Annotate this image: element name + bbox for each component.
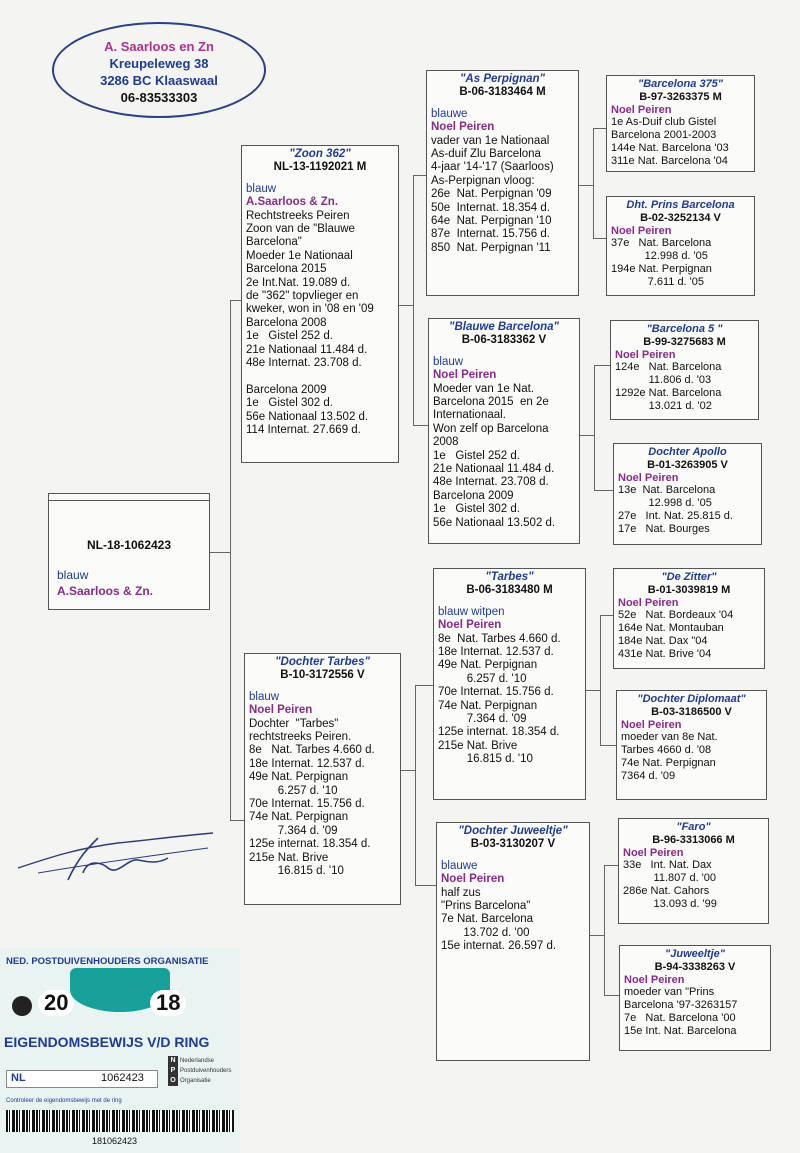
pedigree-line: de "362" topvlieger en — [246, 290, 359, 303]
connector-line — [210, 552, 230, 553]
connector-line — [594, 365, 610, 366]
pedigree-line: 56e Nationaal 13.502 d. — [246, 410, 369, 423]
sire-dam-sire-box — [610, 320, 759, 420]
pedigree-line: Zoon van de "Blauwe — [246, 223, 355, 236]
dam-sire-dam-box — [616, 690, 767, 800]
dam-dam-dam-box — [619, 945, 771, 1051]
stamp-line-city: 3286 BC Klaaswaal — [100, 73, 218, 88]
sire-box — [241, 145, 399, 463]
pedigree-line: 125e internat. 18.354 d. — [438, 726, 560, 739]
pigeon-color: blauw — [249, 690, 280, 703]
pedigree-line: As-Perpignan vloog: — [431, 174, 535, 187]
pedigree-line: 74e Nat. Perpignan — [249, 811, 349, 824]
pedigree-line: 124e Nat. Barcelona — [615, 361, 722, 374]
pigeon-owner: Noel Peiren — [249, 704, 313, 717]
pigeon-ring: B-06-3183464 M — [459, 86, 546, 99]
pedigree-line: 7.611 d. '05 — [611, 275, 705, 288]
pigeon-color: blauwe — [441, 859, 478, 872]
dam-sire-sire-box — [613, 568, 765, 669]
subject-pigeon-box — [48, 493, 210, 610]
pedigree-line: 27e Int. Nat. 25.815 d. — [618, 509, 733, 522]
pedigree-line: 4-jaar '14-'17 (Saarloos) — [431, 161, 554, 174]
pedigree-line: 194e Nat. Perpignan — [611, 262, 712, 275]
pigeon-name: "Blauwe Barcelona" — [449, 321, 559, 333]
pigeon-ring: B-10-3172556 V — [280, 669, 365, 682]
pigeon-owner: Noel Peiren — [611, 103, 672, 116]
connector-line — [590, 935, 604, 936]
pedigree-line: Barcelona 2015 en 2e — [433, 396, 549, 409]
pedigree-line: 70e Internat. 15.756 d. — [249, 798, 365, 811]
pedigree-line — [246, 371, 394, 384]
sire-dam-box — [428, 318, 580, 544]
subject-top-rule — [49, 500, 209, 501]
connector-line — [415, 885, 436, 886]
card-note: Controleer de eigendomsbewijs met de ring — [6, 1098, 122, 1104]
pedigree-line: 12.998 d. '05 — [611, 250, 708, 263]
pedigree-line: 64e Nat. Perpignan '10 — [431, 215, 552, 228]
pigeon-owner: Noel Peiren — [611, 224, 672, 237]
legend-text: Organisatie — [180, 1078, 211, 1084]
pedigree-line: 7e Nat. Barcelona — [441, 913, 534, 926]
pedigree-line: 215e Nat. Brive — [249, 851, 329, 864]
pedigree-line: 50e Internat. 18.354 d. — [431, 201, 550, 214]
pedigree-line: 37e Nat. Barcelona — [611, 237, 712, 250]
card-ring-field — [6, 1070, 158, 1088]
pedigree-line: 850 Nat. Perpignan '11 — [431, 241, 551, 254]
pedigree-line: Barcelona 2001-2003 — [611, 129, 717, 142]
pedigree-line: 13.021 d. '02 — [615, 399, 712, 412]
pedigree-line: 49e Nat. Perpignan — [249, 771, 349, 784]
legend-letter: N — [168, 1056, 178, 1066]
card-country: NL — [11, 1072, 26, 1084]
pedigree-line: "Prins Barcelona" — [441, 900, 531, 913]
pedigree-line: Tarbes 4660 d. '08 — [621, 744, 712, 757]
legend-text: Nederlandse — [180, 1058, 215, 1064]
pedigree-line: 74e Nat. Perpignan — [621, 756, 716, 769]
pedigree-line: Internationaal. — [433, 409, 506, 422]
pedigree-line: 13e Nat. Barcelona — [618, 484, 716, 497]
pedigree-line: 49e Nat. Perpignan — [438, 659, 538, 672]
pedigree-line: 70e Internat. 15.756 d. — [438, 686, 554, 699]
connector-line — [401, 770, 415, 771]
connector-line — [600, 615, 601, 745]
pigeon-name: "Tarbes" — [485, 571, 534, 583]
pigeon-ring: B-02-3252134 V — [640, 211, 721, 224]
pigeon-name: "Dochter Tarbes" — [275, 656, 370, 668]
pedigree-line: 18e Internat. 12.537 d. — [438, 646, 554, 659]
pigeon-color: blauwe — [431, 107, 468, 120]
pigeon-color: blauw witpen — [438, 605, 505, 618]
connector-line — [600, 615, 613, 616]
dam-sire-box — [433, 568, 586, 800]
card-ring-number: 1062423 — [101, 1072, 144, 1084]
pigeon-owner: Noel Peiren — [431, 121, 495, 134]
pedigree-line: 15e internat. 26.597 d. — [441, 940, 557, 953]
pigeon-ring: B-99-3275683 M — [643, 335, 726, 348]
pedigree-line: Won zelf op Barcelona — [433, 422, 549, 435]
stamp-line-name: A. Saarloos en Zn — [104, 39, 214, 54]
connector-line — [593, 128, 606, 129]
connector-line — [594, 490, 613, 491]
pedigree-line: 1e Gistel 302 d. — [246, 397, 333, 410]
pigeon-color: blauw — [246, 182, 277, 195]
pedigree-line: 11.806 d. '03 — [615, 374, 712, 387]
connector-line — [413, 175, 426, 176]
sire-sire-sire-box — [606, 75, 755, 172]
pedigree-line: 12.998 d. '05 — [618, 497, 712, 510]
pedigree-line: 125e internat. 18.354 d. — [249, 838, 371, 851]
pedigree-line: vader van 1e Nationaal — [431, 134, 550, 147]
pedigree-line: 184e Nat. Dax "04 — [618, 634, 708, 647]
subject-color: blauw — [57, 568, 89, 582]
dam-dam-sire-box — [618, 818, 769, 924]
pigeon-owner: A.Saarloos & Zn. — [246, 196, 339, 209]
pigeon-name: Dht. Prins Barcelona — [626, 199, 735, 211]
sire-sire-dam-box — [606, 196, 755, 296]
connector-line — [594, 365, 595, 490]
legend-text: Postduivenhouders — [180, 1068, 232, 1074]
pigeon-ring: B-01-3039819 M — [647, 583, 731, 596]
pigeon-name: "Barcelona 5 " — [646, 323, 723, 335]
handwritten-signature — [8, 818, 218, 898]
connector-line — [604, 995, 619, 996]
pedigree-line: 52e Nat. Bordeaux '04 — [618, 609, 734, 622]
barcode-number: 181062423 — [92, 1136, 138, 1146]
owner-stamp — [52, 22, 266, 118]
pigeon-ring: B-01-3263905 V — [647, 458, 728, 471]
stamp-line-street: Kreupeleweg 38 — [109, 56, 209, 71]
subject-ring: NL-18-1062423 — [86, 538, 172, 552]
sire-dam-dam-box — [613, 443, 762, 545]
pedigree-line: 21e Nationaal 11.484 d. — [433, 463, 555, 476]
connector-line — [604, 865, 605, 995]
pedigree-line: 16.815 d. '10 — [438, 753, 533, 766]
pedigree-line: moeder van 8e Nat. — [621, 731, 718, 744]
pedigree-line: half zus — [441, 886, 481, 899]
pedigree-line: As-duif Zlu Barcelona — [431, 148, 541, 161]
pedigree-line: kweker, won in '08 en '09 — [246, 303, 374, 316]
pigeon-ring: B-96-3313066 M — [652, 833, 735, 846]
pigeon-ring: B-03-3130207 V — [470, 838, 556, 851]
connector-line — [415, 685, 433, 686]
sire-sire-box — [426, 70, 579, 296]
pedigree-line: Moeder 1e Nationaal — [246, 249, 353, 262]
barcode — [6, 1110, 234, 1132]
connector-line — [600, 745, 616, 746]
subject-owner: A.Saarloos & Zn. — [57, 584, 154, 598]
pedigree-line: Dochter "Tarbes" — [249, 717, 339, 730]
pedigree-line: 2008 — [433, 436, 459, 449]
card-legend — [168, 1056, 231, 1086]
pigeon-name: "As Perpignan" — [459, 73, 546, 85]
stamp-line-phone: 06-83533303 — [120, 90, 198, 105]
pedigree-line: 215e Nat. Brive — [438, 739, 518, 752]
hologram-dot-icon — [12, 996, 32, 1016]
pigeon-owner: Noel Peiren — [623, 846, 684, 859]
connector-line — [230, 300, 241, 301]
pigeon-ring: B-06-3183480 M — [466, 584, 553, 597]
pigeon-name: Dochter Apollo — [648, 446, 727, 458]
pigeon-name: "Dochter Diplomaat" — [637, 693, 746, 705]
pedigree-line: 6.257 d. '10 — [249, 784, 338, 797]
pigeon-owner: Noel Peiren — [618, 596, 679, 609]
pedigree-line: 7.364 d. '09 — [438, 713, 527, 726]
pedigree-line: 7364 d. '09 — [621, 769, 676, 782]
pedigree-line: 87e Internat. 15.756 d. — [431, 228, 550, 241]
connector-line — [593, 128, 594, 238]
connector-line — [586, 690, 600, 691]
pedigree-line: 13.702 d. '00 — [441, 926, 530, 939]
connector-line — [413, 425, 428, 426]
pedigree-line: 2e Int.Nat. 19.089 d. — [246, 276, 351, 289]
pigeon-ring: B-97-3263375 M — [639, 90, 722, 103]
connector-line — [580, 435, 594, 436]
pedigree-line: Barcelona '97-3263157 — [624, 999, 738, 1012]
pedigree-line: 164e Nat. Montauban — [618, 622, 724, 635]
legend-letter: O — [168, 1076, 178, 1086]
pigeon-name: "De Zitter" — [661, 571, 717, 583]
pedigree-line: 33e Int. Nat. Dax — [623, 859, 712, 872]
dam-dam-box — [436, 822, 590, 1061]
card-organisation: NED. POSTDUIVENHOUDERS ORGANISATIE — [6, 956, 209, 967]
pedigree-line: 11.807 d. '00 — [623, 872, 717, 885]
pigeon-name: "Zoon 362" — [289, 148, 351, 160]
pedigree-line: Barcelona 2008 — [246, 316, 327, 329]
pedigree-line: 26e Nat. Perpignan '09 — [431, 188, 552, 201]
pedigree-line: 74e Nat. Perpignan — [438, 699, 538, 712]
pedigree-line: 6.257 d. '10 — [438, 672, 527, 685]
pedigree-line: Barcelona 2009 — [246, 383, 327, 396]
dam-box — [244, 653, 401, 905]
pedigree-line: 48e Internat. 23.708 d. — [246, 357, 362, 370]
pedigree-line: 311e Nat. Barcelona '04 — [611, 154, 728, 167]
card-title: EIGENDOMSBEWIJS V/D RING — [4, 1034, 210, 1050]
pigeon-name: "Juweeltje" — [665, 948, 725, 960]
pigeon-owner: Noel Peiren — [615, 348, 676, 361]
pigeon-owner: Noel Peiren — [624, 973, 685, 986]
connector-line — [415, 685, 416, 885]
pedigree-line: 8e Nat. Tarbes 4.660 d. — [438, 632, 561, 645]
pigeon-ring: B-06-3183362 V — [461, 334, 547, 347]
pedigree-line: 21e Nationaal 11.484 d. — [246, 343, 368, 356]
pigeon-ring: B-03-3186500 V — [651, 705, 732, 718]
pigeon-owner: Noel Peiren — [438, 619, 502, 632]
pedigree-line: 13.093 d. '99 — [623, 897, 717, 910]
pedigree-line: 18e Internat. 12.537 d. — [249, 757, 365, 770]
pedigree-line: 1e Gistel 252 d. — [433, 449, 520, 462]
pigeon-owner: Noel Peiren — [433, 369, 497, 382]
pigeon-color: blauw — [433, 355, 464, 368]
pedigree-line: Rechtstreeks Peiren — [246, 209, 350, 222]
pigeon-ring: B-94-3338263 V — [654, 960, 736, 973]
pedigree-line: 17e Nat. Bourges — [618, 522, 710, 535]
pedigree-line: 7.364 d. '09 — [249, 824, 338, 837]
pedigree-line: rechtstreeks Peiren. — [249, 731, 352, 744]
pedigree-line: 7e Nat. Barcelona '00 — [624, 1011, 736, 1024]
legend-letter: P — [168, 1066, 178, 1076]
connector-line — [579, 185, 593, 186]
pigeon-ring: NL-13-1192021 M — [273, 161, 367, 174]
connector-line — [413, 175, 414, 425]
pedigree-line: moeder van "Prins — [624, 986, 715, 999]
pedigree-line: 15e Int. Nat. Barcelona — [624, 1024, 737, 1037]
pedigree-line: 1e Gistel 252 d. — [246, 330, 333, 343]
pedigree-line: 114 Internat. 27.669 d. — [246, 424, 361, 437]
pedigree-line: 16.815 d. '10 — [249, 865, 344, 878]
pigeon-owner: Noel Peiren — [621, 718, 682, 731]
pedigree-line: Barcelona" — [246, 236, 302, 249]
pedigree-line: 286e Nat. Cahors — [623, 884, 710, 897]
pigeon-name: "Dochter Juweeltje" — [458, 825, 568, 837]
pedigree-line: 56e Nationaal 13.502 d. — [433, 516, 556, 529]
card-year-left: 20 — [38, 990, 74, 1016]
pedigree-line: 1e Gistel 302 d. — [433, 503, 520, 516]
connector-line — [593, 238, 606, 239]
pedigree-line: Barcelona 2009 — [433, 489, 514, 502]
pigeon-name: "Barcelona 375" — [637, 78, 724, 90]
pedigree-line: 1e As-Duif club Gistel — [611, 116, 717, 129]
pigeon-owner: Noel Peiren — [441, 873, 505, 886]
card-year-right: 18 — [150, 990, 186, 1016]
pedigree-line: Moeder van 1e Nat. — [433, 382, 535, 395]
pigeon-owner: Noel Peiren — [618, 471, 679, 484]
pedigree-line: 48e Internat. 23.708 d. — [433, 476, 549, 489]
ring-ownership-card — [0, 948, 240, 1153]
pigeon-name: "Faro" — [676, 821, 711, 833]
pedigree-line: 8e Nat. Tarbes 4.660 d. — [249, 744, 375, 757]
pedigree-line: Barcelona 2015 — [246, 263, 327, 276]
pedigree-line: 144e Nat. Barcelona '03 — [611, 141, 729, 154]
connector-line — [230, 300, 231, 820]
pedigree-line: 431e Nat. Brive '04 — [618, 647, 712, 660]
connector-line — [604, 865, 618, 866]
connector-line — [399, 305, 413, 306]
connector-line — [230, 820, 244, 821]
pedigree-line: 1292e Nat. Barcelona — [615, 386, 722, 399]
